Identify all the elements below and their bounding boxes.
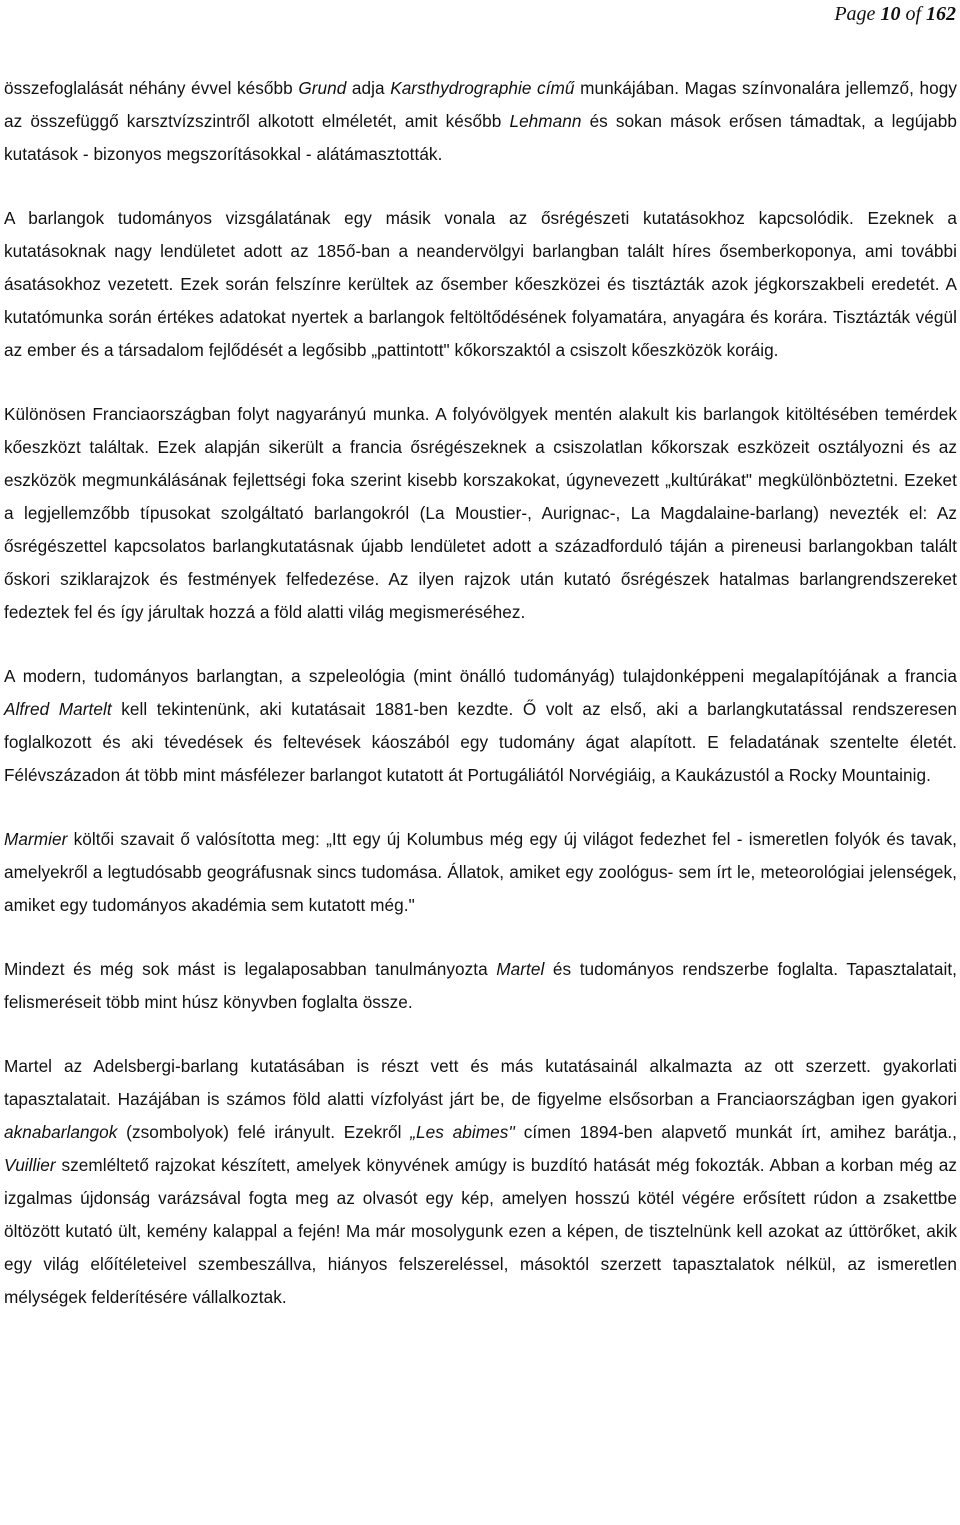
paragraph-text: és tudományos rendszerbe foglalta. Tapasztalatait, felismeréseit több mint húsz könyvben foglalta össze.: [4, 959, 957, 1012]
paragraph-text: kell tekintenünk, aki kutatásait 1881-ben kezdte. Ő volt az első, aki a barlangkutatással rendszeresen foglalkozott és aki tévedések és feltevések káoszából egy tudomány ágat alapított. E feladatának szentelte életét. Félévszázadon át több mint másfélezer barlangot kutatott át Portugáliától Norvégiáig, a Kaukázustól a Rocky Mountainig.: [4, 699, 957, 785]
paragraph-text: munkájában. Magas színvonalára jellemző, hogy az összefüggő karsztvízszintről alkotott elméletét, amit később: [4, 78, 957, 131]
of-label: of: [900, 3, 926, 25]
paragraph-text: A barlangok tudományos vizsgálatának egy másik vonala az ősrégészeti kutatásokhoz kapcsolódik. Ezeknek a kutatásoknak nagy lendületet adott az 185ő-ban a neandervölgyi barlangban talált híres ősemberkoponya, ami további ásatásokhoz vezetett. Ezek során felszínre kerültek az ősember kőeszközei és tisztázták azok jégkorszakbeli eredetét. A kutatómunka során értékes adatokat nyertek a barlangok feltöltődésének folyamatára, anyagára és korára. Tisztázták végül az ember és a társadalom fejlődését a legősibb „pattintott" kőkorszaktól a csiszolt kőeszközök koráig.: [4, 208, 957, 360]
italic-text: „Les abimes'': [410, 1122, 516, 1142]
paragraph-text: és sokan mások erősen támadtak, a legújabb kutatások - bizonyos megszorításokkal - alátámasztották.: [4, 111, 957, 164]
paragraph-5: [4, 823, 957, 922]
page-header: [834, 2, 956, 26]
paragraph-text: (zsombolyok) felé irányult. Ezekről: [117, 1122, 411, 1142]
paragraph-text: szemléltető rajzokat készített, amelyek könyvének amúgy is buzdító hatását még fokozták. Abban a korban még az izgalmas újdonság varázsával fogta meg az olvasót egy kép, amelyen hosszú kötél végére erősített rúdon a zsakettbe öltözött kutató ült, kemény kalappal a fején! Ma már mosolygunk ezen a képen, de tisztelnünk kell azokat az úttörőket, akik egy világ előítéleteivel szembeszállva, hiányos felszereléssel, másoktól szerzett tapasztalatok nélkül, az ismeretlen mélységek felderítésére vállalkoztak.: [4, 1155, 957, 1307]
italic-text: Grund: [298, 78, 347, 98]
paragraph-2: [4, 202, 957, 367]
paragraph-7: [4, 1050, 957, 1314]
italic-text: Alfred Martelt: [4, 699, 112, 719]
paragraph-text: Különösen Franciaországban folyt nagyarányú munka. A folyóvölgyek mentén alakult kis barlangok kitöltésében temérdek kőeszközt találtak. Ezek alapján sikerült a francia ősrégészeknek a csiszolatlan kőkorszak eszközeit osztályozni és az eszközök megmunkálásának fejlettségi foka szerint kisebb korszakokat, úgynevezett „kultúrákat" megkülönböztetni. Ezeket a legjellemzőbb típusokat szolgáltató barlangokról (La Moustier-, Aurignac-, La Magdalaine-barlang) nevezték el: Az ősrégészettel kapcsolatos barlangkutatásnak újabb lendületet adott a századforduló táján a pireneusi barlangokban talált őskori sziklarajzok és festmények felfedezése. Az ilyen rajzok után kutató ősrégészek hatalmas barlangrendszereket fedeztek fel és így járultak hozzá a föld alatti világ megismeréséhez.: [4, 404, 957, 622]
paragraph-4: [4, 660, 957, 792]
paragraph-text: Mindezt és még sok mást is legalaposabban tanulmányozta: [4, 959, 497, 979]
paragraph-text: A modern, tudományos barlangtan, a szpeleológia (mint önálló tudományág) tulajdonképpeni megalapítójának a francia: [4, 666, 957, 686]
document-body: [4, 72, 957, 1314]
page-number: 10: [880, 3, 901, 25]
paragraph-text: költői szavait ő valósította meg: „Itt egy új Kolumbus még egy új világot fedezhet fel - ismeretlen folyók és tavak, amelyekről a legtudósabb geográfusnak sincs tudomása. Állatok, amiket egy zoológus- sem írt le, meteorológiai jelenségek, amiket egy tudományos akadémia sem kutatott még.": [4, 829, 957, 915]
italic-text: Marmier: [4, 829, 68, 849]
paragraph-text: összefoglalását néhány évvel később: [4, 78, 299, 98]
paragraph-text: címen 1894-ben alapvető munkát írt, amihez barátja.,: [515, 1122, 957, 1142]
page-label: Page: [834, 3, 881, 25]
italic-text: Lehmann: [509, 111, 582, 131]
paragraph-6: [4, 953, 957, 1019]
italic-text: Martel: [496, 959, 545, 979]
paragraph-1: [4, 72, 957, 171]
italic-text: aknabarlangok: [4, 1122, 118, 1142]
total-pages: 162: [926, 3, 956, 25]
paragraph-3: [4, 398, 957, 629]
italic-text: Karsthydrographie című: [390, 78, 575, 98]
paragraph-text: Martel az Adelsbergi-barlang kutatásában is részt vett és más kutatásainál alkalmazta az ott szerzett. gyakorlati tapasztalatait. Hazájában is számos föld alatti vízfolyást járt be, de figyelme elsősorban a Franciaországban igen gyakori: [4, 1056, 957, 1109]
paragraph-text: adja: [346, 78, 391, 98]
italic-text: Vuillier: [4, 1155, 56, 1175]
